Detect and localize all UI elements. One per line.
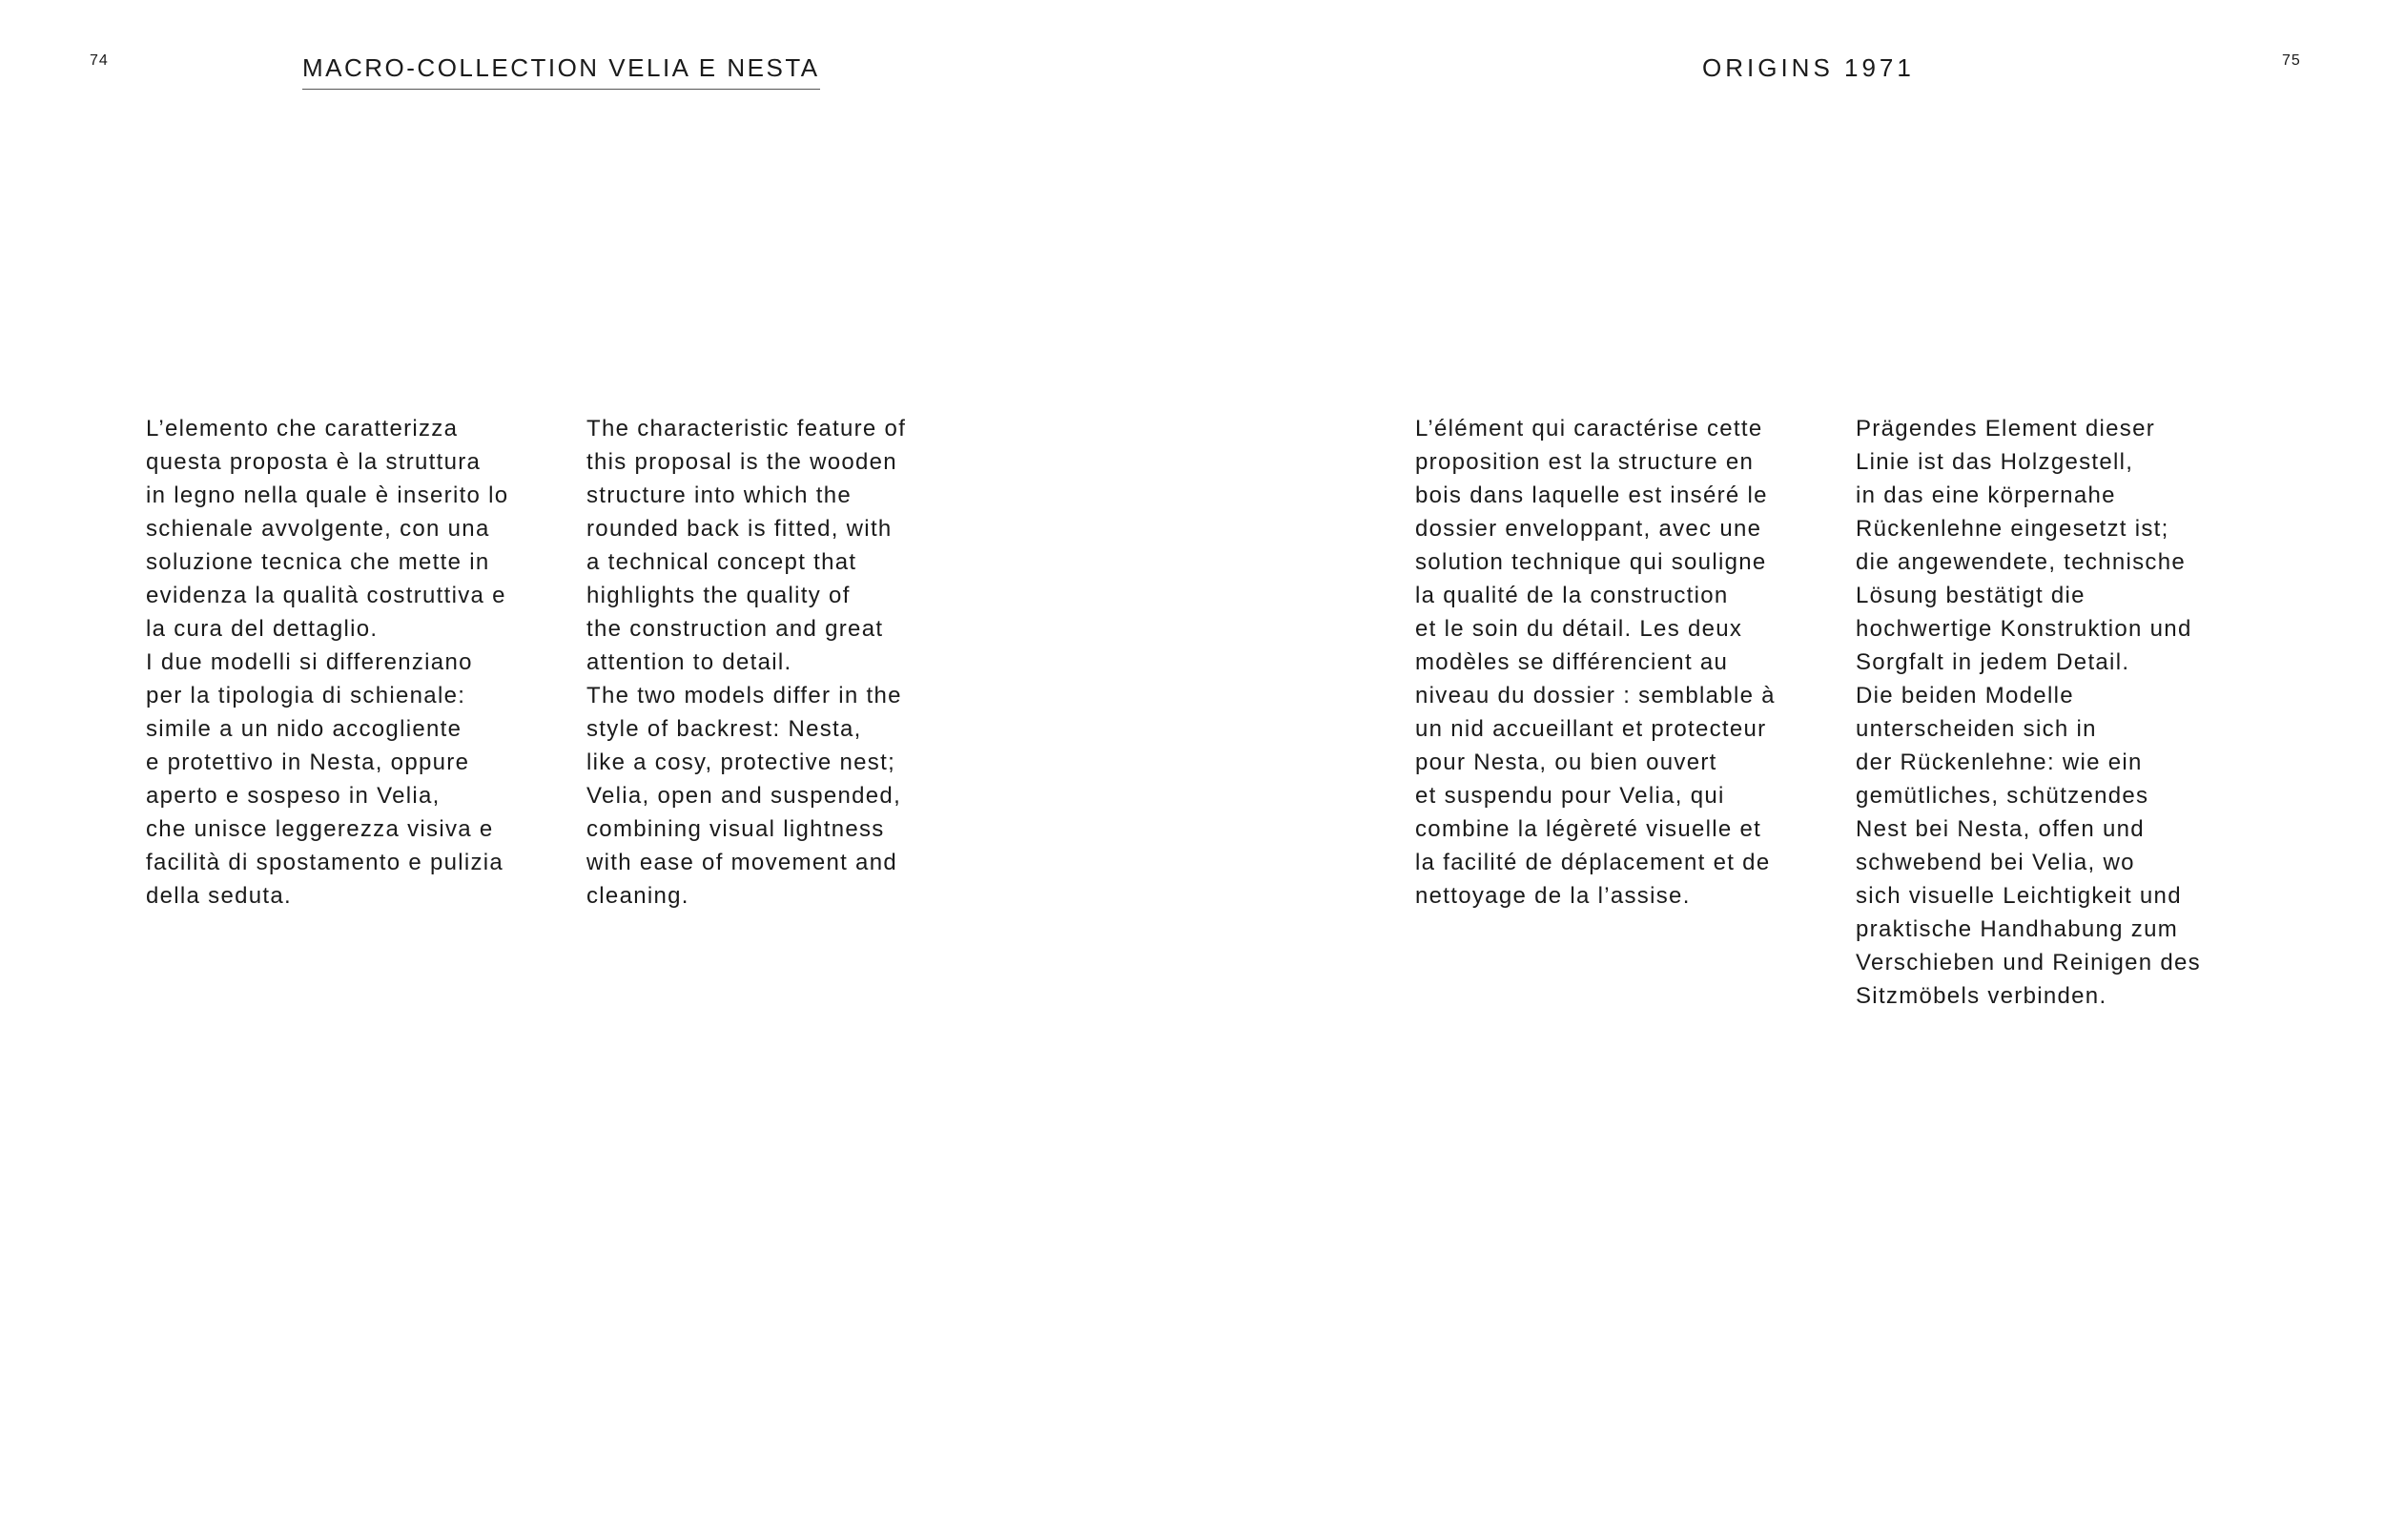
text-line: e protettivo in Nesta, oppure: [146, 749, 470, 775]
text-line: un nid accueillant et protecteur: [1415, 716, 1767, 742]
text-line: a technical concept that: [586, 549, 857, 575]
text-line: modèles se différencient au: [1415, 649, 1729, 675]
text-line: Nest bei Nesta, offen und: [1856, 816, 2145, 842]
text-line: la facilité de déplacement et de: [1415, 850, 1771, 875]
text-line: L’elemento che caratterizza: [146, 416, 459, 441]
text-column-german: [1856, 412, 2201, 1013]
text-line: in legno nella quale è inserito lo: [146, 483, 509, 508]
text-line: bois dans laquelle est inséré le: [1415, 483, 1768, 508]
text-line: evidenza la qualità costruttiva e: [146, 583, 506, 608]
text-line: the construction and great: [586, 616, 884, 642]
text-line: et suspendu pour Velia, qui: [1415, 783, 1725, 809]
text-column-french: [1415, 412, 1776, 913]
text-line: with ease of movement and: [586, 850, 897, 875]
text-line: Sorgfalt in jedem Detail.: [1856, 649, 2130, 675]
text-line: die angewendete, technische: [1856, 549, 2186, 575]
text-line: la cura del dettaglio.: [146, 616, 379, 642]
running-header-right: ORIGINS 1971: [1702, 53, 1915, 82]
text-line: hochwertige Konstruktion und: [1856, 616, 2192, 642]
text-line: cleaning.: [586, 883, 689, 909]
text-line: structure into which the: [586, 483, 852, 508]
text-line: praktische Handhabung zum: [1856, 916, 2179, 942]
text-line: Die beiden Modelle: [1856, 683, 2074, 708]
text-line: soluzione tecnica che mette in: [146, 549, 490, 575]
text-line: solution technique qui souligne: [1415, 549, 1767, 575]
text-line: unterscheiden sich in: [1856, 716, 2097, 742]
text-line: niveau du dossier : semblable à: [1415, 683, 1776, 708]
text-line: der Rückenlehne: wie ein: [1856, 749, 2143, 775]
text-line: pour Nesta, ou bien ouvert: [1415, 749, 1717, 775]
text-column-english: [586, 412, 906, 913]
running-header-left: MACRO-COLLECTION VELIA E NESTA: [302, 52, 820, 90]
text-line: combining visual lightness: [586, 816, 885, 842]
text-line: highlights the quality of: [586, 583, 851, 608]
text-line: Velia, open and suspended,: [586, 783, 902, 809]
text-line: simile a un nido accogliente: [146, 716, 462, 742]
text-line: schienale avvolgente, con una: [146, 516, 490, 542]
text-line: like a cosy, protective nest;: [586, 749, 896, 775]
page-number-right: 75: [2282, 52, 2301, 69]
text-line: che unisce leggerezza visiva e: [146, 816, 494, 842]
text-line: rounded back is fitted, with: [586, 516, 893, 542]
text-line: Lösung bestätigt die: [1856, 583, 2086, 608]
text-line: The characteristic feature of: [586, 416, 907, 441]
text-line: in das eine körpernahe: [1856, 483, 2116, 508]
text-line: attention to detail.: [586, 649, 792, 675]
text-line: della seduta.: [146, 883, 293, 909]
text-line: questa proposta è la struttura: [146, 449, 482, 475]
text-line: Verschieben und Reinigen des: [1856, 950, 2201, 975]
text-column-italian: [146, 412, 508, 913]
text-line: Linie ist das Holzgestell,: [1856, 449, 2134, 475]
text-line: proposition est la structure en: [1415, 449, 1755, 475]
text-line: schwebend bei Velia, wo: [1856, 850, 2135, 875]
text-line: The two models differ in the: [586, 683, 902, 708]
text-line: sich visuelle Leichtigkeit und: [1856, 883, 2182, 909]
text-line: style of backrest: Nesta,: [586, 716, 862, 742]
text-line: facilità di spostamento e pulizia: [146, 850, 504, 875]
text-line: Sitzmöbels verbinden.: [1856, 983, 2107, 1009]
text-line: L’élément qui caractérise cette: [1415, 416, 1763, 441]
text-line: per la tipologia di schienale:: [146, 683, 466, 708]
text-line: this proposal is the wooden: [586, 449, 897, 475]
text-line: nettoyage de la l’assise.: [1415, 883, 1691, 909]
text-line: I due modelli si differenziano: [146, 649, 473, 675]
text-line: combine la légèreté visuelle et: [1415, 816, 1762, 842]
text-line: Rückenlehne eingesetzt ist;: [1856, 516, 2169, 542]
page-number-left: 74: [90, 52, 109, 69]
text-line: la qualité de la construction: [1415, 583, 1729, 608]
text-line: aperto e sospeso in Velia,: [146, 783, 441, 809]
text-line: et le soin du détail. Les deux: [1415, 616, 1743, 642]
text-line: gemütliches, schützendes: [1856, 783, 2149, 809]
text-line: Prägendes Element dieser: [1856, 416, 2156, 441]
text-line: dossier enveloppant, avec une: [1415, 516, 1762, 542]
